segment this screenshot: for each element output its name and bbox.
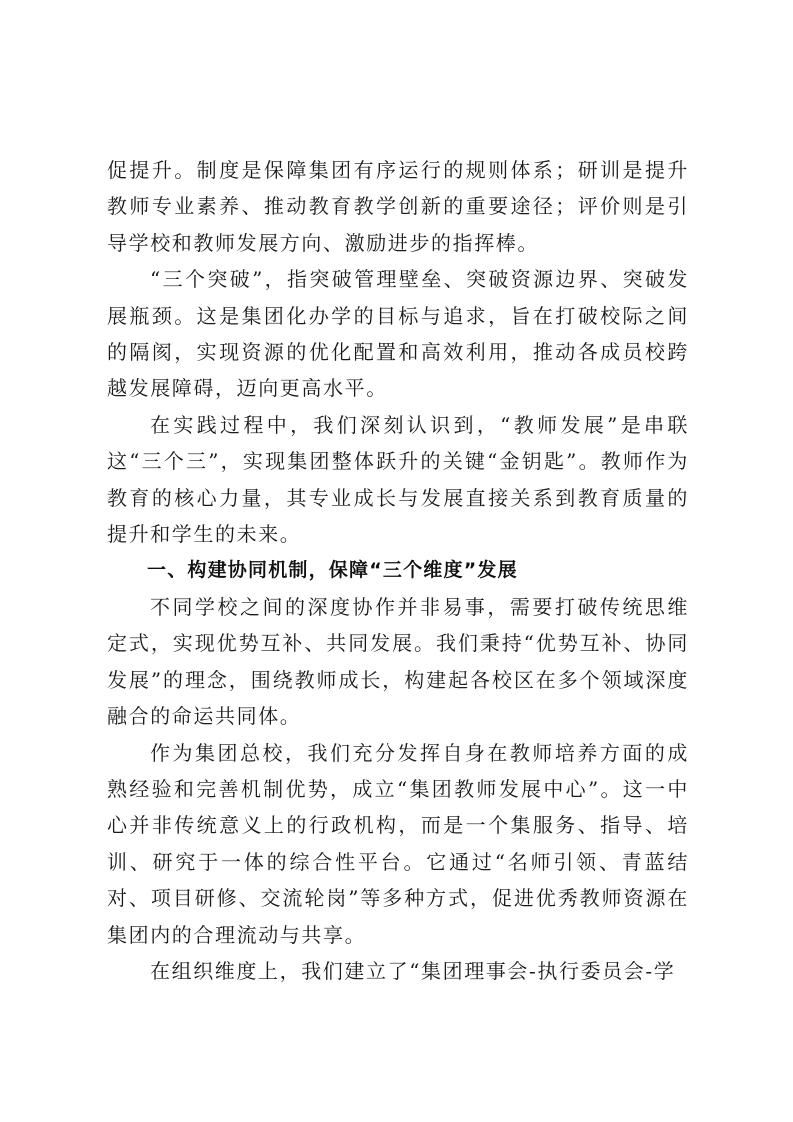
paragraph-organization: 在组织维度上，我们建立了“集团理事会-执行委员会-学 — [150, 958, 676, 983]
document-body — [107, 152, 689, 989]
paragraph-three-breakthroughs: “三个突破”，指突破管理壁垒、突破资源边界、突破发展瓶颈。这是集团化办学的目标与追求，旨在打破校际之间的隔阂，实现资源的优化配置和高效利用，推动各成员校跨越发展障碍，迈向更高水平。 — [107, 267, 689, 401]
paragraph-continuation: 促提升。制度是保障集团有序运行的规则体系；研训是提升教师专业素养、推动教育教学创新的重要途径；评价则是引导学校和教师发展方向、激励进步的指挥棒。 — [107, 158, 689, 255]
paragraph-collaboration: 不同学校之间的深度协作并非易事，需要打破传统思维定式，实现优势互补、共同发展。我们秉持“优势互补、协同发展”的理念，围绕教师成长，构建起各校区在多个领域深度融合的命运共同体。 — [107, 594, 689, 729]
paragraph-teacher-development: 在实践过程中，我们深刻认识到，“教师发展”是串联这“三个三”，实现集团整体跃升的关键“金钥匙”。教师作为教育的核心力量，其专业成长与发展直接关系到教育质量的提升和学生的未来。 — [107, 412, 689, 547]
paragraph-development-center: 作为集团总校，我们充分发挥自身在教师培养方面的成熟经验和完善机制优势，成立“集团教师发展中心”。这一中心并非传统意义上的行政机构，而是一个集服务、指导、培训、研究于一体的综合性平台。它通过“名师引领、青蓝结对、项目研修、交流轮岗”等多种方式，促进优秀教师资源在集团内的合理流动与共享。 — [107, 740, 689, 947]
section-heading: 一、构建协同机制，保障“三个维度”发展 — [147, 559, 518, 582]
